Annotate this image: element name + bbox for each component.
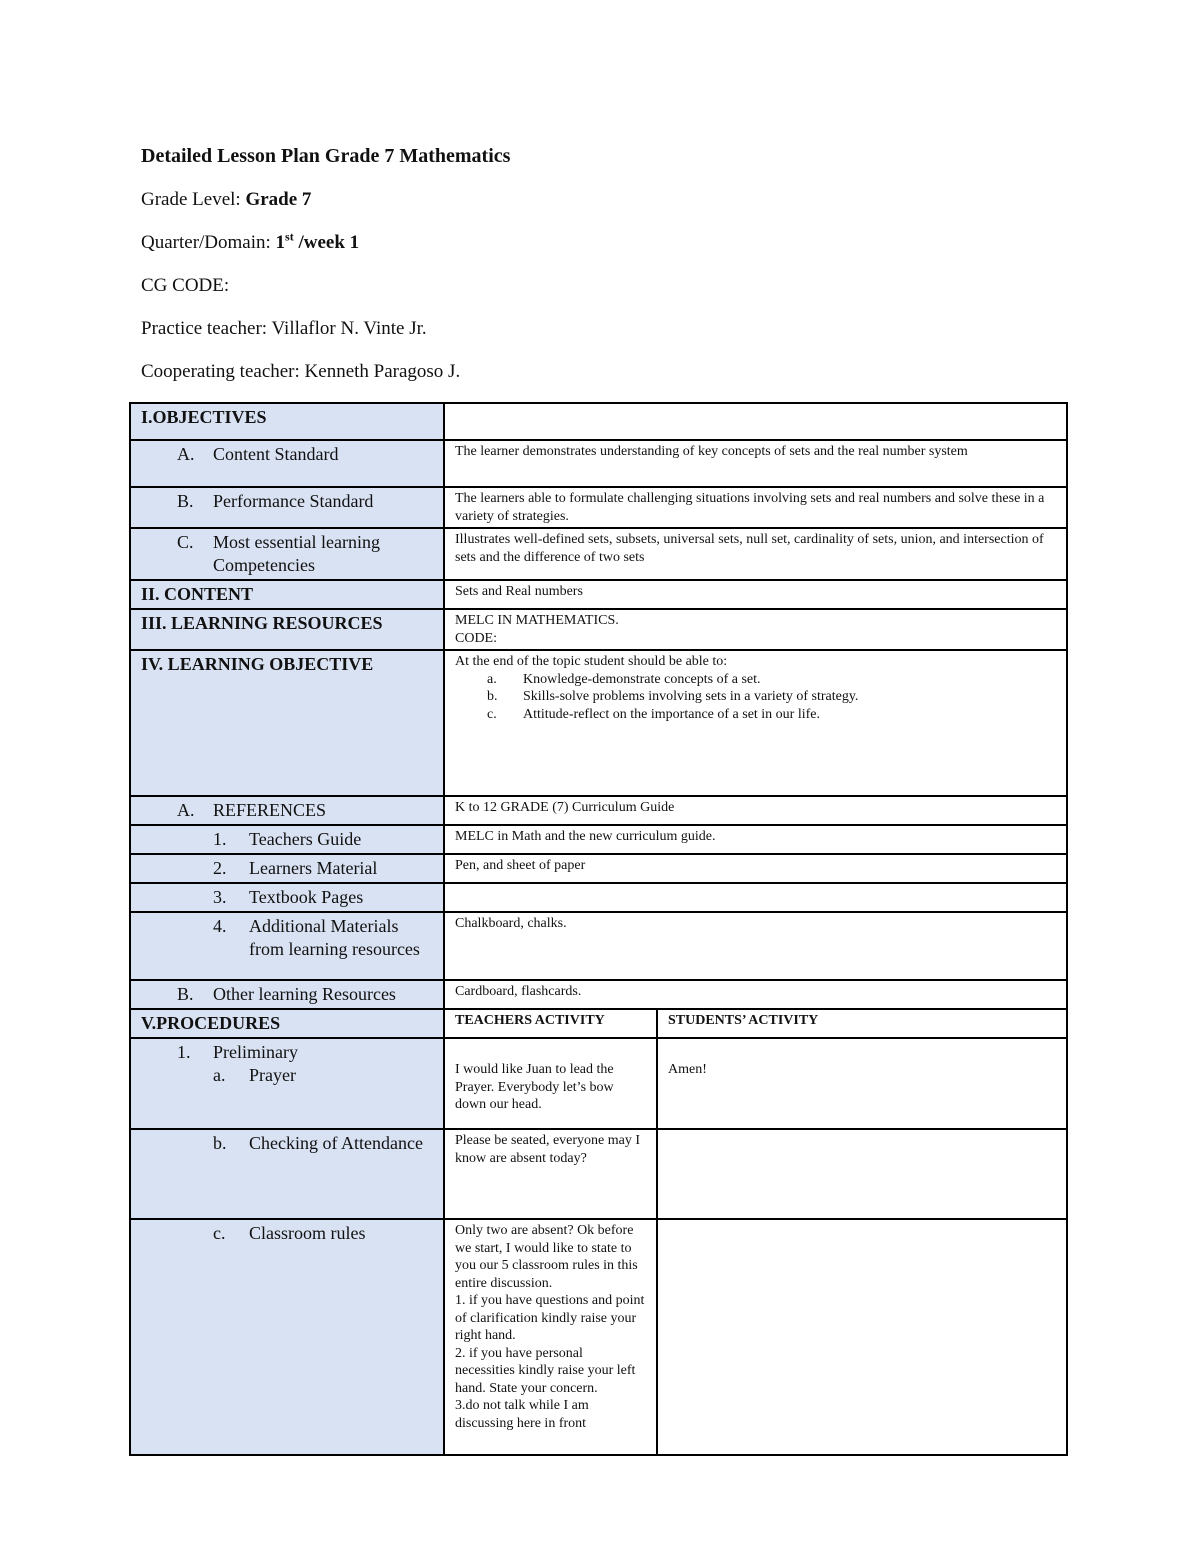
table-row bbox=[130, 1009, 1067, 1038]
references-label: REFERENCES bbox=[213, 800, 327, 820]
list-item: a. Knowledge-demonstrate concepts of a set. bbox=[487, 671, 761, 687]
performance-standard-label: Performance Standard bbox=[213, 491, 374, 511]
preliminary-cell: 1. Preliminary a. Prayer bbox=[130, 1038, 444, 1129]
table-row bbox=[130, 1038, 1067, 1129]
other-resources-cell: B. Other learning Resources bbox=[130, 980, 444, 1009]
grade-level-label: Grade Level: bbox=[141, 189, 246, 210]
additional-materials-label: Additional Materials from learning resources bbox=[249, 916, 420, 959]
learners-material-cell: 2. Learners Material bbox=[130, 854, 444, 883]
grade-level-value: Grade 7 bbox=[245, 189, 312, 210]
objectives-label-cell bbox=[130, 403, 444, 440]
teachers-activity-header: TEACHERS ACTIVITY bbox=[444, 1009, 657, 1038]
list-item: b. Skills-solve problems involving sets in a variety of strategy. bbox=[487, 689, 859, 704]
content-value: Sets and Real numbers bbox=[444, 580, 1067, 609]
melc-cell: C. Most essential learning Competencies bbox=[130, 528, 444, 580]
rules-teacher-activity: Only two are absent? Ok before we start, I would like to state to you our 5 classroom rules in this entire discussion. 1. if you have questions and point of clarification kindly raise your right hand. 2. if you have personal necessities kindly raise your left hand. State your concern. 3.do not talk while I am discussing here in front bbox=[444, 1219, 657, 1455]
teachers-guide-label: Teachers Guide bbox=[249, 829, 362, 849]
attendance-teacher-activity: Please be seated, everyone may I know are absent today? bbox=[444, 1129, 657, 1219]
teachers-guide-value: MELC in Math and the new curriculum guide. bbox=[444, 825, 1067, 854]
learners-material-label: Learners Material bbox=[249, 858, 378, 878]
melc-label: Most essential learning Competencies bbox=[213, 532, 380, 575]
table-row bbox=[130, 1129, 1067, 1219]
procedures-label-cell bbox=[130, 1009, 444, 1038]
performance-standard-value: The learners able to formulate challenging situations involving sets and real numbers and solve these in a variety of strategies. bbox=[444, 487, 1067, 528]
additional-materials-value: Chalkboard, chalks. bbox=[444, 912, 1067, 980]
content-label-cell bbox=[130, 580, 444, 609]
melc-value: Illustrates well-defined sets, subsets, universal sets, null set, cardinality of sets, union, and intersection of sets and the difference of two sets bbox=[444, 528, 1067, 580]
prayer-label: Prayer bbox=[249, 1065, 296, 1085]
table-row bbox=[130, 650, 1067, 796]
learning-objective-list bbox=[455, 671, 1056, 724]
attendance-label: Checking of Attendance bbox=[249, 1133, 423, 1153]
table-row bbox=[130, 912, 1067, 980]
table-row bbox=[130, 980, 1067, 1009]
objectives-heading: I.OBJECTIVES bbox=[141, 407, 267, 427]
table-row bbox=[130, 825, 1067, 854]
learning-resources-label-cell bbox=[130, 609, 444, 650]
quarter-domain-line bbox=[141, 230, 1041, 256]
learning-objective-value bbox=[444, 650, 1067, 796]
rules-student-activity bbox=[657, 1219, 1067, 1455]
table-row bbox=[130, 580, 1067, 609]
learning-resources-value: MELC IN MATHEMATICS. CODE: bbox=[444, 609, 1067, 650]
textbook-pages-cell: 3. Textbook Pages bbox=[130, 883, 444, 912]
table-row bbox=[130, 883, 1067, 912]
content-standard-cell: A. Content Standard bbox=[130, 440, 444, 487]
teachers-guide-cell: 1. Teachers Guide bbox=[130, 825, 444, 854]
table-row bbox=[130, 487, 1067, 528]
students-activity-header: STUDENTS’ ACTIVITY bbox=[657, 1009, 1067, 1038]
textbook-pages-value bbox=[444, 883, 1067, 912]
performance-standard-cell: B. Performance Standard bbox=[130, 487, 444, 528]
attendance-cell: b. Checking of Attendance bbox=[130, 1129, 444, 1219]
preliminary-label: Preliminary bbox=[213, 1042, 298, 1062]
content-heading: II. CONTENT bbox=[141, 584, 254, 604]
table-row bbox=[130, 854, 1067, 883]
classroom-rules-cell: c. Classroom rules bbox=[130, 1219, 444, 1455]
other-resources-value: Cardboard, flashcards. bbox=[444, 980, 1067, 1009]
cooperating-teacher-line: Cooperating teacher: Kenneth Paragoso J. bbox=[141, 361, 461, 382]
learning-objective-intro: At the end of the topic student should be able to: bbox=[455, 654, 728, 669]
attendance-student-activity bbox=[657, 1129, 1067, 1219]
textbook-pages-label: Textbook Pages bbox=[249, 887, 364, 907]
content-standard-label: Content Standard bbox=[213, 444, 339, 464]
document-title: Detailed Lesson Plan Grade 7 Mathematics bbox=[141, 145, 511, 167]
table-row bbox=[130, 796, 1067, 825]
classroom-rules-label: Classroom rules bbox=[249, 1223, 366, 1243]
quarter-domain-value: 1st /week 1 bbox=[275, 229, 360, 253]
practice-teacher-line: Practice teacher: Villaflor N. Vinte Jr. bbox=[141, 318, 427, 339]
learning-objective-label-cell bbox=[130, 650, 444, 796]
table-row bbox=[130, 440, 1067, 487]
prayer-teacher-activity: I would like Juan to lead the Prayer. Everybody let’s bow down our head. bbox=[444, 1038, 657, 1129]
additional-materials-cell: 4. Additional Materials from learning resources bbox=[130, 912, 444, 980]
prayer-student-activity: Amen! bbox=[657, 1038, 1067, 1129]
objectives-value-cell bbox=[444, 403, 1067, 440]
other-resources-label: Other learning Resources bbox=[213, 984, 396, 1004]
list-item: c. Attitude-reflect on the importance of a set in our life. bbox=[487, 706, 821, 722]
lesson-plan-table bbox=[129, 402, 1068, 1456]
grade-level-line bbox=[141, 187, 1041, 213]
content-standard-value: The learner demonstrates understanding of key concepts of sets and the real number system bbox=[444, 440, 1067, 487]
cg-code-line: CG CODE: bbox=[141, 275, 230, 296]
table-row bbox=[130, 528, 1067, 580]
learning-objective-heading: IV. LEARNING OBJECTIVE bbox=[141, 654, 374, 674]
learning-resources-heading: III. LEARNING RESOURCES bbox=[141, 613, 383, 633]
references-value: K to 12 GRADE (7) Curriculum Guide bbox=[444, 796, 1067, 825]
table-row bbox=[130, 403, 1067, 440]
procedures-heading: V.PROCEDURES bbox=[141, 1013, 281, 1033]
table-row bbox=[130, 609, 1067, 650]
lesson-plan-header bbox=[141, 143, 1041, 402]
table-row bbox=[130, 1219, 1067, 1455]
quarter-domain-label: Quarter/Domain: bbox=[141, 232, 276, 253]
references-cell: A. REFERENCES bbox=[130, 796, 444, 825]
learners-material-value: Pen, and sheet of paper bbox=[444, 854, 1067, 883]
